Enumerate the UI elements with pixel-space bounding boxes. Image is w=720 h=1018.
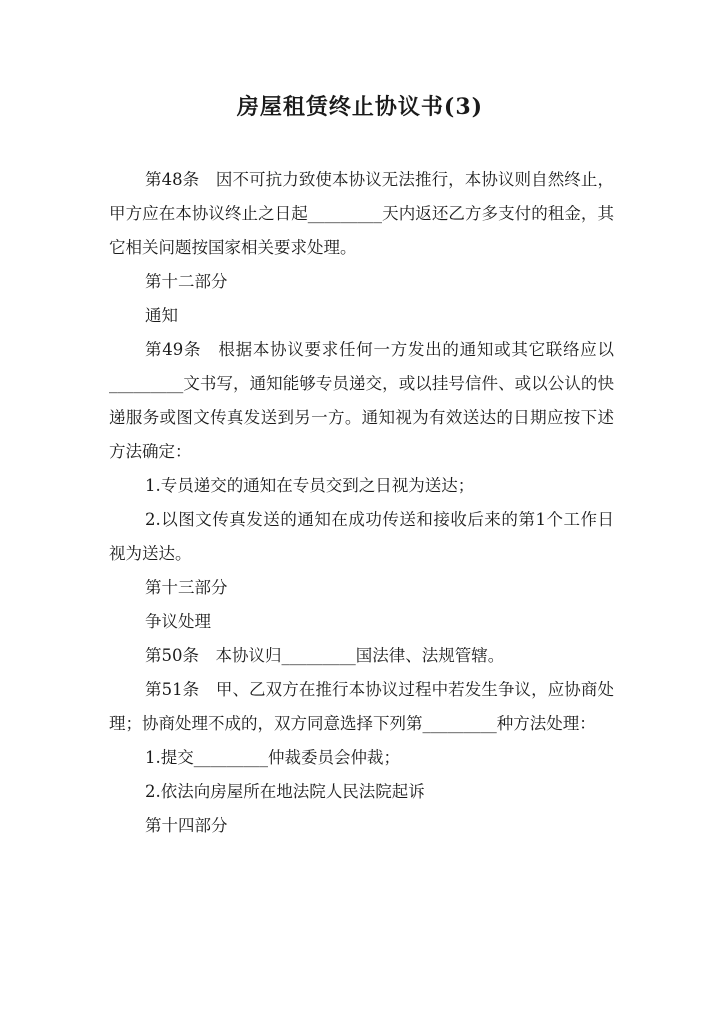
article-50-paragraph: 第50条 本协议归_________国法律、法规管辖。 [145, 646, 505, 665]
document-title: 房屋租赁终止协议书(3) [236, 94, 484, 120]
list-item-2: 2.以图文传真发送的通知在成功传送和接收后来的第1个工作日视为送达。 [109, 510, 614, 563]
option-item-2: 2.依法向房屋所在地法院人民法院起诉 [145, 782, 425, 801]
section-heading-14: 第十四部分 [145, 816, 228, 835]
article-48-paragraph: 第48条 因不可抗力致使本协议无法推行，本协议则自然终止，甲方应在本协议终止之日起_________天内返还乙方多支付的租金，其它相关问题按国家相关要求处理。 [109, 170, 614, 257]
document-body [109, 163, 614, 843]
list-item-1: 1.专员递交的通知在专员交到之日视为送达； [145, 476, 475, 495]
section-heading-13: 第十三部分 [145, 578, 228, 597]
article-49-paragraph: 第49条 根据本协议要求任何一方发出的通知或其它联络应以_________文书写，通知能够专员递交，或以挂号信件、或以公认的快递服务或图文传真发送到另一方。通知视为有效送达的日期应按下述方法确定： [109, 340, 614, 461]
article-51-paragraph: 第51条 甲、乙双方在推行本协议过程中若发生争议，应协商处理；协商处理不成的，双方同意选择下列第_________种方法处理： [109, 680, 614, 733]
section-subheading-dispute: 争议处理 [145, 612, 211, 631]
section-heading-12: 第十二部分 [145, 272, 228, 291]
option-item-1: 1.提交_________仲裁委员会仲裁； [145, 748, 400, 767]
section-subheading-notice: 通知 [145, 306, 178, 325]
